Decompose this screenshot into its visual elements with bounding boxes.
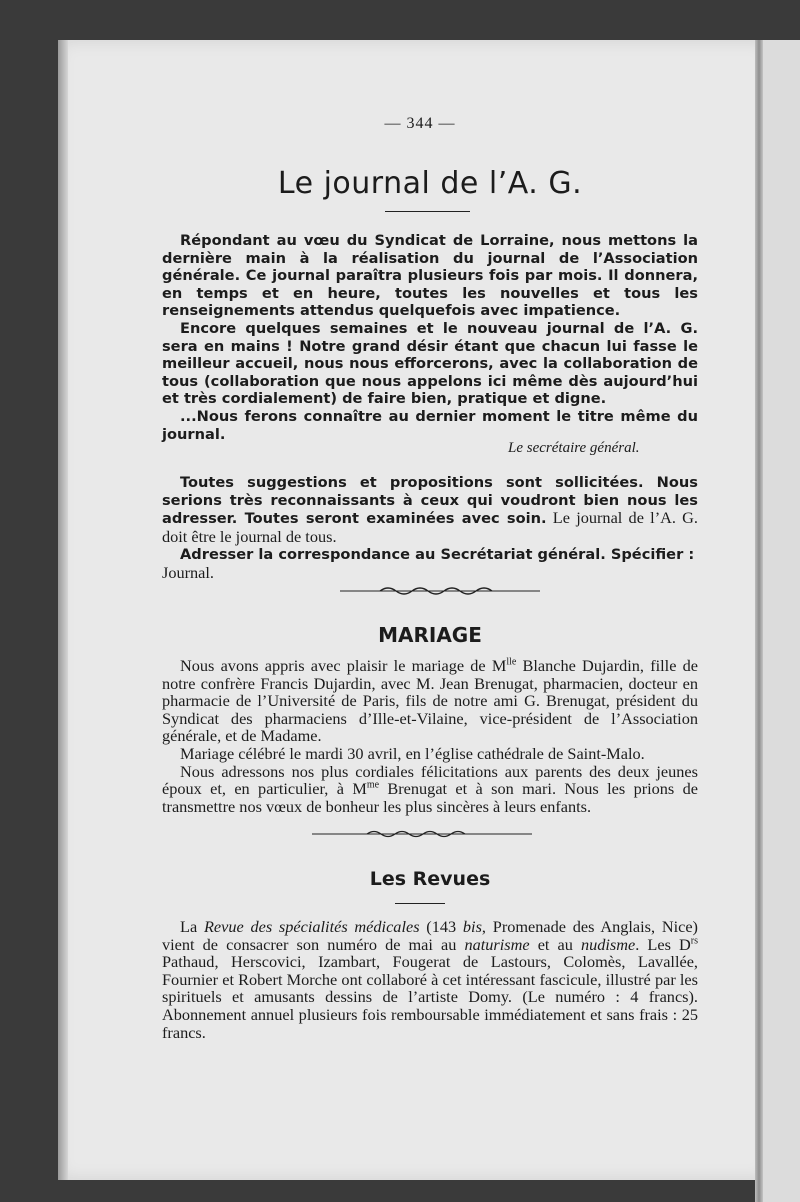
signature: Le secrétaire général. xyxy=(508,440,640,456)
notice-block xyxy=(162,474,698,583)
page-fold xyxy=(755,40,763,1202)
superscript: rs xyxy=(690,935,698,947)
revues-italic: nudisme xyxy=(580,934,636,954)
superscript: me xyxy=(366,779,380,791)
mariage-title: MARIAGE xyxy=(378,623,482,647)
ornament-divider xyxy=(312,827,532,841)
revues-body xyxy=(162,918,698,1041)
mariage-text: Nous adressons nos plus cordiales félicitations aux parents des deux jeunes époux et, en particulier, à M xyxy=(162,761,698,799)
revues-underline xyxy=(395,903,445,904)
revues-text: et au xyxy=(529,934,581,954)
mariage-paragraph: Mariage célébré le mardi 30 avril, en l’église cathédrale de Saint-Malo. xyxy=(180,743,645,763)
article-title: Le journal de l’A. G. xyxy=(277,166,583,201)
mariage-text: Brenugat et à son mari. Nous les prions de transmettre nos vœux de bonheur les plus sincères à leurs enfants. xyxy=(162,779,698,816)
revues-text: (143 xyxy=(419,917,463,936)
address-text: Journal. xyxy=(162,562,214,582)
article-body xyxy=(162,232,698,443)
notice-bold-text: Toutes suggestions et propositions sont sollicitées. Nous serions très reconnaissants à ceux qui voudront bien nous les adresser. Toutes seront examinées avec soin. xyxy=(162,474,698,528)
article-paragraph: Répondant au vœu du Syndicat de Lorraine, nous mettons la dernière main à la réalisation du journal de l’Association générale. Ce journal paraîtra plusieurs fois par mois. Il donnera, en temps et en heure, toutes les nouvelles et tous les renseignements attendus quelquefois avec impatience. xyxy=(162,232,698,320)
revues-text: La xyxy=(180,917,204,936)
ornament-divider xyxy=(340,583,540,599)
revues-title: Les Revues xyxy=(369,868,491,890)
page-number: — 344 — xyxy=(384,115,456,132)
notice-text: Le journal de l’A. G. doit être le journal de tous. xyxy=(162,508,699,546)
revues-text: Pathaud, Herscovici, Izambart, Fougerat de Lastours, Colomès, Lavallée, Fournier et Robert Morche ont collaboré à cet intéressant fascicule, illustré par les spirituels et amusants dessins de l’artiste Domy. (Le numéro : 4 francs). Abonnement annuel plusieurs fois remboursable immédiatement et sans frais : 25 francs. xyxy=(162,952,698,1042)
facing-page-edge xyxy=(762,40,800,1202)
article-paragraph: Encore quelques semaines et le nouveau journal de l’A. G. sera en mains ! Notre grand désir étant que chacun lui fasse le meilleur accueil, nous nous efforcerons, avec la collaboration de tous (collaboration que nous appelons ici même dès aujourd’hui et très cordialement) de faire bien, pratique et digne. xyxy=(162,319,698,408)
revues-text: . Les D xyxy=(635,934,691,954)
revues-text: , Promenade des Anglais, Nice) vient de consacrer son numéro de mai au xyxy=(162,917,698,954)
page-binding-edge xyxy=(58,40,68,1180)
title-underline xyxy=(385,211,470,212)
superscript: lle xyxy=(506,656,517,668)
address-bold-text: Adresser la correspondance au Secrétariat général. Spécifier : xyxy=(180,546,695,564)
mariage-body xyxy=(162,657,698,815)
article-paragraph: ...Nous ferons connaître au dernier moment le titre même du journal. xyxy=(162,407,698,443)
revues-italic: naturisme xyxy=(464,934,530,954)
revues-italic: bis xyxy=(462,917,482,936)
revues-italic: Revue des spécialités médicales xyxy=(203,917,420,936)
mariage-text: Blanche Dujardin, fille de notre confrère Francis Dujardin, avec M. Jean Brenugat, pharmacien, docteur en pharmacie de l’Université de Paris, fils de notre ami G. Brenugat, président du Syndicat des pharmaciens d’Ille-et-Vilaine, vice-président de l’Association générale, et de Madame. xyxy=(162,656,698,746)
mariage-text: Nous avons appris avec plaisir le mariage de M xyxy=(180,656,507,675)
